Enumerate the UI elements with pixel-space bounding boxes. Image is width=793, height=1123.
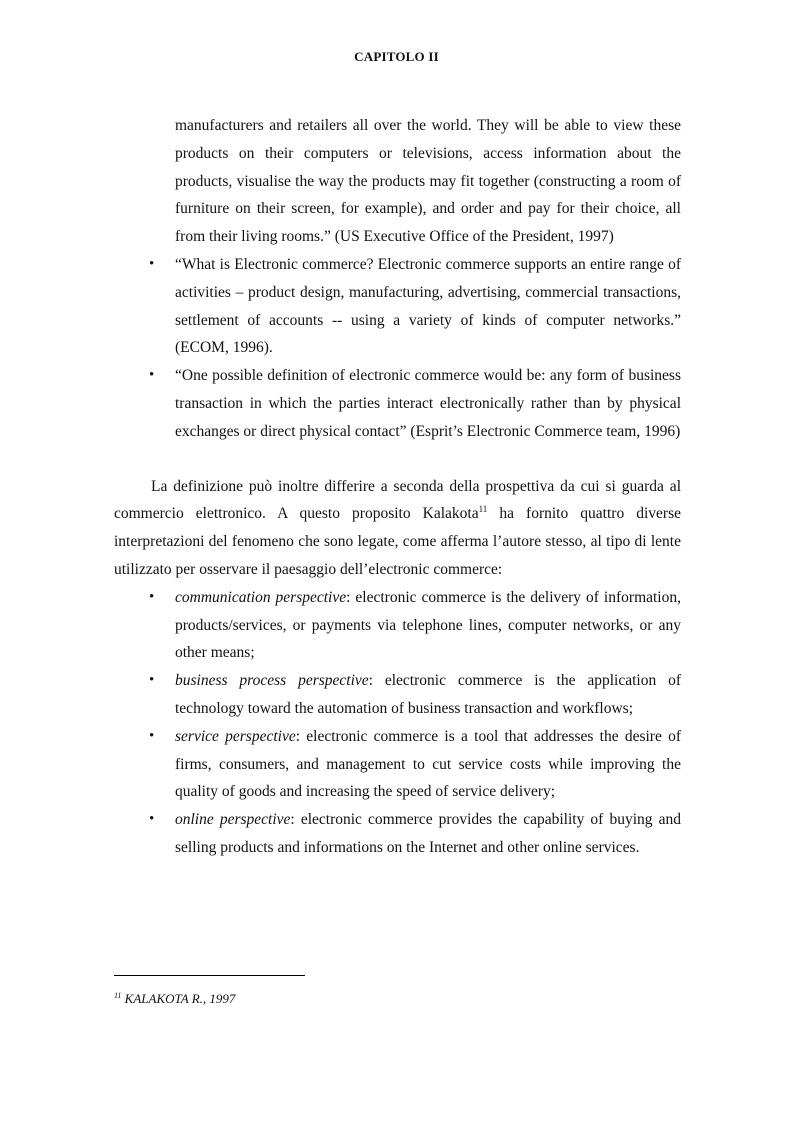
page-header: CAPITOLO II bbox=[354, 49, 439, 64]
quote-list bbox=[114, 251, 681, 446]
quote-text: “One possible definition of electronic commerce would be: any form of business transaction in which the parties interact electronically rather than by physical exchanges or direct physical contact” (Esprit’s Electronic Commerce team, 1996) bbox=[175, 367, 681, 440]
bullet-icon: • bbox=[149, 727, 155, 744]
list-item bbox=[114, 667, 681, 723]
paragraph-spacer bbox=[114, 446, 681, 473]
perspective-text: : electronic commerce is the delivery of information, products/services, or payments via telephone lines, computer networks, or any other means; bbox=[175, 588, 681, 662]
bullet-icon: • bbox=[149, 811, 155, 828]
perspective-term: business process perspective bbox=[175, 672, 369, 690]
perspective-text: : electronic commerce is a tool that addresses the desire of firms, consumers, and management to cut service costs while improving the quality of goods and increasing the speed of service delivery; bbox=[175, 727, 681, 801]
footnote-number: 11 bbox=[114, 991, 122, 1000]
footnote-reference[interactable]: 11 bbox=[478, 504, 488, 515]
body-paragraph bbox=[114, 473, 681, 584]
perspective-term: online perspective bbox=[175, 811, 291, 829]
perspective-text: : electronic commerce provides the capability of buying and selling products and informations on the Internet and other online services. bbox=[175, 811, 681, 856]
bullet-icon: • bbox=[149, 367, 155, 384]
paragraph-text: ha fornito quattro diverse interpretazioni del fenomeno che sono legate, come afferma l’autore stesso, al tipo di lente utilizzato per osservare il paesaggio dell’electronic commerce: bbox=[114, 505, 682, 578]
perspective-list bbox=[114, 584, 681, 862]
perspective-text: : electronic commerce is the application of technology toward the automation of business transaction and workflows; bbox=[175, 672, 682, 717]
page-body bbox=[114, 112, 681, 862]
paragraph-text: La definizione può inoltre differire a seconda della prospettiva da cui si guarda al commercio elettronico. A questo proposito Kalakota bbox=[114, 477, 681, 523]
list-item bbox=[114, 362, 681, 445]
quote-text: “What is Electronic commerce? Electronic commerce supports an entire range of activities – product design, manufacturing, advertising, commercial transactions, settlement of accounts -- using a variety of kinds of computer networks.” (ECOM, 1996). bbox=[175, 255, 681, 357]
list-item bbox=[114, 723, 681, 806]
bullet-icon: • bbox=[149, 672, 155, 689]
perspective-term: communication perspective bbox=[175, 588, 347, 606]
quote-continuation: manufacturers and retailers all over the world. They will be able to view these products on their computers or televisions, access information about the products, visualise the way the products may fit together (constructing a room of furniture on their screen, for example), and order and pay for their choice, all from their living rooms.” (US Executive Office of the President, 1997) bbox=[175, 117, 681, 246]
footnote-divider bbox=[114, 975, 305, 976]
bullet-icon: • bbox=[149, 588, 155, 605]
bullet-icon: • bbox=[149, 255, 155, 272]
footnote-text: KALAKOTA R., 1997 bbox=[124, 991, 236, 1006]
list-item bbox=[114, 584, 681, 667]
perspective-term: service perspective bbox=[175, 727, 296, 745]
list-item bbox=[114, 251, 681, 362]
footnote bbox=[114, 991, 235, 1007]
list-item bbox=[114, 806, 681, 862]
